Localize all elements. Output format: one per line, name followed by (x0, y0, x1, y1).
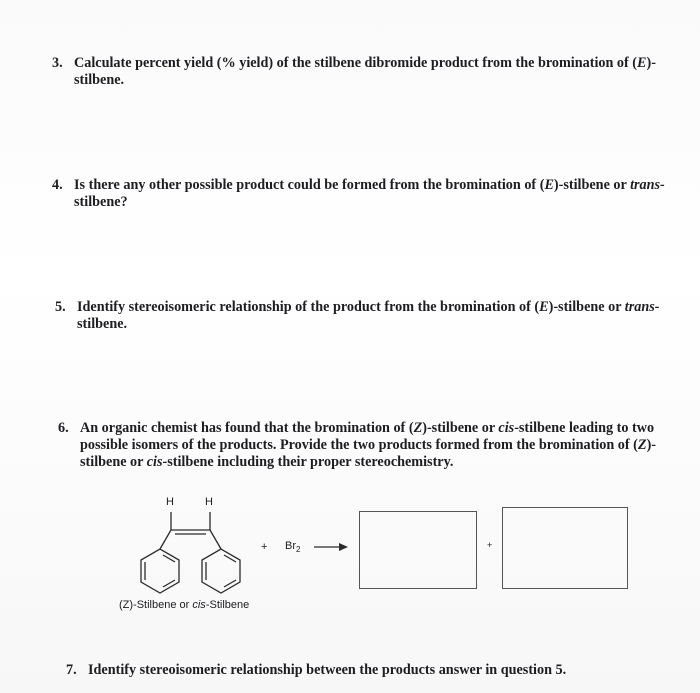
text-run: stilbene or (80, 454, 147, 470)
text-run: Identify stereoisomeric relationship of the product from the bromination of ( (77, 299, 540, 315)
text-run: Is there any other possible product could be formed from the bromination of ( (74, 177, 545, 193)
plus-sign: + (487, 540, 493, 550)
text-run: )- (646, 55, 656, 71)
text-run: stilbene. (77, 316, 128, 332)
question-number: 4. (52, 177, 63, 193)
text-run: Calculate percent yield (% yield) of the stilbene dibromide product from the bromination of ( (74, 55, 638, 71)
italic-text-run: cis (146, 454, 163, 470)
z-stilbene-drawing (141, 512, 339, 593)
italic-text-run: E (637, 55, 647, 71)
text-run: stilbene? (74, 194, 128, 210)
text-run: )-stilbene or (422, 420, 499, 436)
reactant-label-italic: cis (192, 599, 206, 611)
question-number: 7. (66, 662, 77, 678)
text-run: possible isomers of the products. Provide the two products formed from the bromination of ( (80, 437, 638, 453)
left-phenyl-ring (141, 549, 179, 593)
reactant-label (119, 599, 249, 611)
text-run: )-stilbene or (548, 299, 625, 315)
reaction-arrowhead (339, 543, 348, 551)
reactant-label-suffix: -Stilbene (205, 599, 250, 611)
text-run: -stilbene including their proper stereochemistry. (162, 454, 454, 470)
question-number: 6. (58, 420, 69, 436)
text-run: )- (646, 437, 657, 453)
italic-text-run: Z (413, 420, 423, 436)
italic-text-run: cis (498, 420, 515, 436)
question-number: 3. (52, 55, 63, 71)
italic-text-run: E (544, 177, 554, 193)
text-run: -stilbene leading to two (514, 420, 655, 436)
text-run: An organic chemist has found that the bromination of ( (80, 420, 414, 436)
question-number: 5. (55, 299, 66, 315)
left-ring-attach (160, 530, 171, 549)
text-run: Identify stereoisomeric relationship between the products answer in question 5. (88, 662, 567, 678)
italic-text-run: trans- (624, 299, 660, 315)
h-label-left: H (166, 496, 174, 508)
italic-text-run: Z (637, 437, 647, 453)
right-ring-attach (210, 530, 221, 549)
reagent-subscript: 2 (296, 545, 301, 555)
reagent-symbol: Br (285, 540, 296, 552)
text-run: stilbene. (74, 72, 125, 88)
italic-text-run: trans- (630, 177, 665, 193)
reactant-label-prefix: (Z)-Stilbene or (119, 599, 193, 611)
product-answer-box-1[interactable] (359, 511, 477, 589)
product-answer-box-2[interactable] (502, 507, 628, 589)
h-label-right: H (205, 496, 213, 508)
italic-text-run: E (539, 299, 549, 315)
reagent-label (285, 540, 300, 554)
right-phenyl-ring (202, 549, 240, 593)
plus-sign: + (261, 541, 268, 553)
text-run: )-stilbene or (553, 177, 631, 193)
